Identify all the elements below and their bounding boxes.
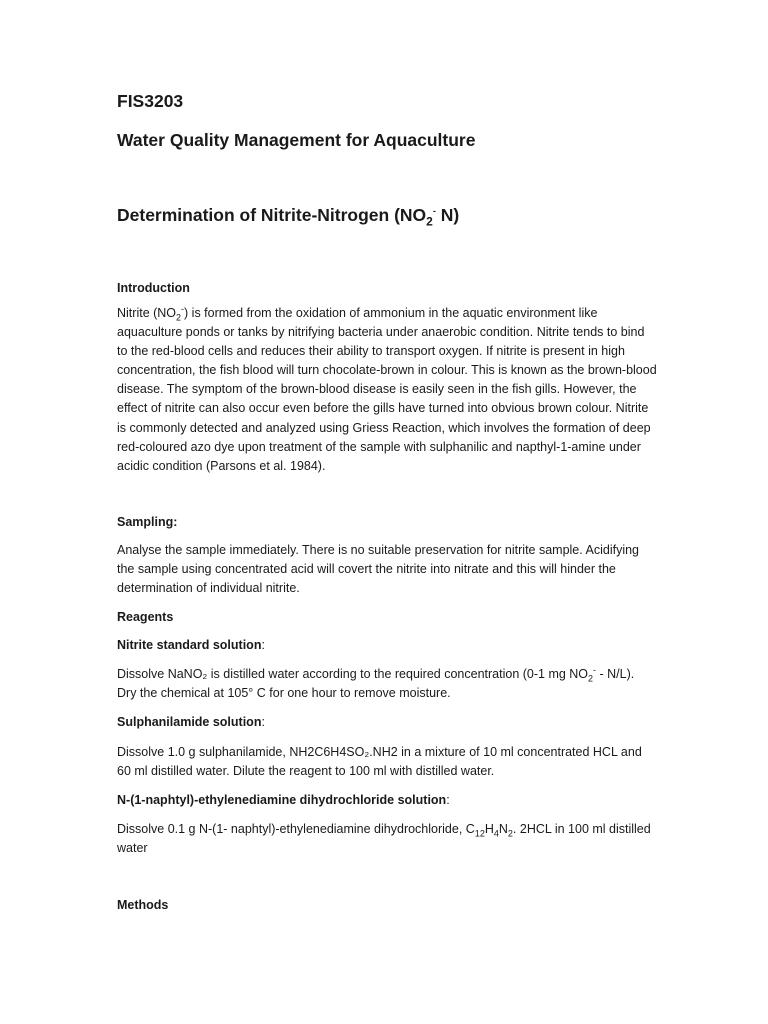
introduction-heading: Introduction bbox=[117, 281, 190, 295]
naphtyl-sub-1: 12 bbox=[474, 828, 485, 839]
nitrite-subscript: 2 bbox=[588, 673, 594, 684]
sulphanilamide-heading-colon: : bbox=[261, 715, 265, 730]
nitrite-standard-heading-label: Nitrite standard solution bbox=[117, 638, 262, 653]
introduction-paragraph bbox=[117, 304, 657, 476]
naphtyl-text-2: H bbox=[484, 821, 494, 836]
course-code: FIS3203 bbox=[117, 91, 184, 111]
nitrite-standard-heading bbox=[117, 636, 657, 655]
document-title bbox=[117, 204, 657, 229]
sulphanilamide-paragraph: Dissolve 1.0 g sulphanilamide, NH2C6H4SO₂.NH2 in a mixture of 10 ml concentrated HCL and 60 ml distilled water. Dilute the reagent to 100 ml with distilled water. bbox=[117, 744, 642, 778]
naphtyl-heading-colon: : bbox=[446, 792, 450, 807]
sampling-paragraph: Analyse the sample immediately. There is no suitable preservation for nitrite sample. Acidifying the sample using concentrated acid will covert the nitrite into nitrate and this will hinder the determination of individual nitrite. bbox=[117, 542, 640, 596]
naphtyl-heading bbox=[117, 791, 657, 810]
sampling-heading: Sampling: bbox=[117, 514, 178, 529]
naphtyl-sub-3: 2 bbox=[507, 828, 513, 839]
document-content bbox=[117, 90, 657, 914]
sulphanilamide-heading bbox=[117, 713, 657, 732]
nitrite-text-rest: - N/L). Dry the chemical at 105° C for one hour to remove moisture. bbox=[117, 667, 635, 701]
naphtyl-heading-label: N-(1-naphtyl)-ethylenediamine dihydrochloride solution bbox=[117, 792, 447, 807]
nitrite-text-start: Dissolve NaNO₂ is distilled water according to the required concentration (0-1 mg NO bbox=[117, 667, 589, 682]
naphtyl-text-4: . 2HCL in 100 ml distilled water bbox=[117, 821, 651, 855]
title-end: N) bbox=[435, 205, 460, 225]
intro-subscript: 2 bbox=[176, 312, 182, 323]
nitrite-standard-paragraph bbox=[117, 665, 657, 703]
naphtyl-paragraph bbox=[117, 820, 657, 858]
title-superscript: - bbox=[432, 206, 436, 217]
intro-text-rest: ) is formed from the oxidation of ammonium in the aquatic environment like aquaculture ponds or tanks by nitrifying bacteria under anaerobic condition. Nitrite tends to bind to the red-blood cells and reduces their ability to transport oxygen. If nitrite is present in high concentration, the fish blood will turn chocolate-brown in colour. This is known as the brown-blood disease. The symptom of the brown-blood disease is easily seen in the fish gills. However, the effect of nitrite can also occur even before the gills have turned into obvious brown colour. Nitrite is commonly detected and analyzed using Griess Reaction, which involves the formation of deep red-coloured azo dye upon treatment of the sample with sulphanilic and napthyl-1-amine under acidic condition (Parsons et al. 1984). bbox=[117, 306, 657, 473]
nitrite-standard-heading-colon: : bbox=[261, 638, 265, 653]
intro-text-start: Nitrite (NO bbox=[117, 306, 177, 320]
intro-superscript: - bbox=[181, 303, 185, 314]
nitrite-superscript: - bbox=[593, 665, 597, 676]
course-title: Water Quality Management for Aquaculture bbox=[117, 130, 476, 150]
naphtyl-text-1: Dissolve 0.1 g N-(1- naphtyl)-ethylenediamine dihydrochloride, C bbox=[117, 821, 475, 836]
sulphanilamide-heading-label: Sulphanilamide solution bbox=[117, 715, 262, 730]
methods-heading: Methods bbox=[117, 897, 169, 912]
title-subscript: 2 bbox=[426, 214, 433, 229]
reagents-heading: Reagents bbox=[117, 610, 174, 625]
naphtyl-text-3: N bbox=[498, 821, 508, 836]
naphtyl-sub-2: 4 bbox=[493, 828, 499, 839]
title-main: Determination of Nitrite-Nitrogen (NO bbox=[117, 205, 427, 225]
